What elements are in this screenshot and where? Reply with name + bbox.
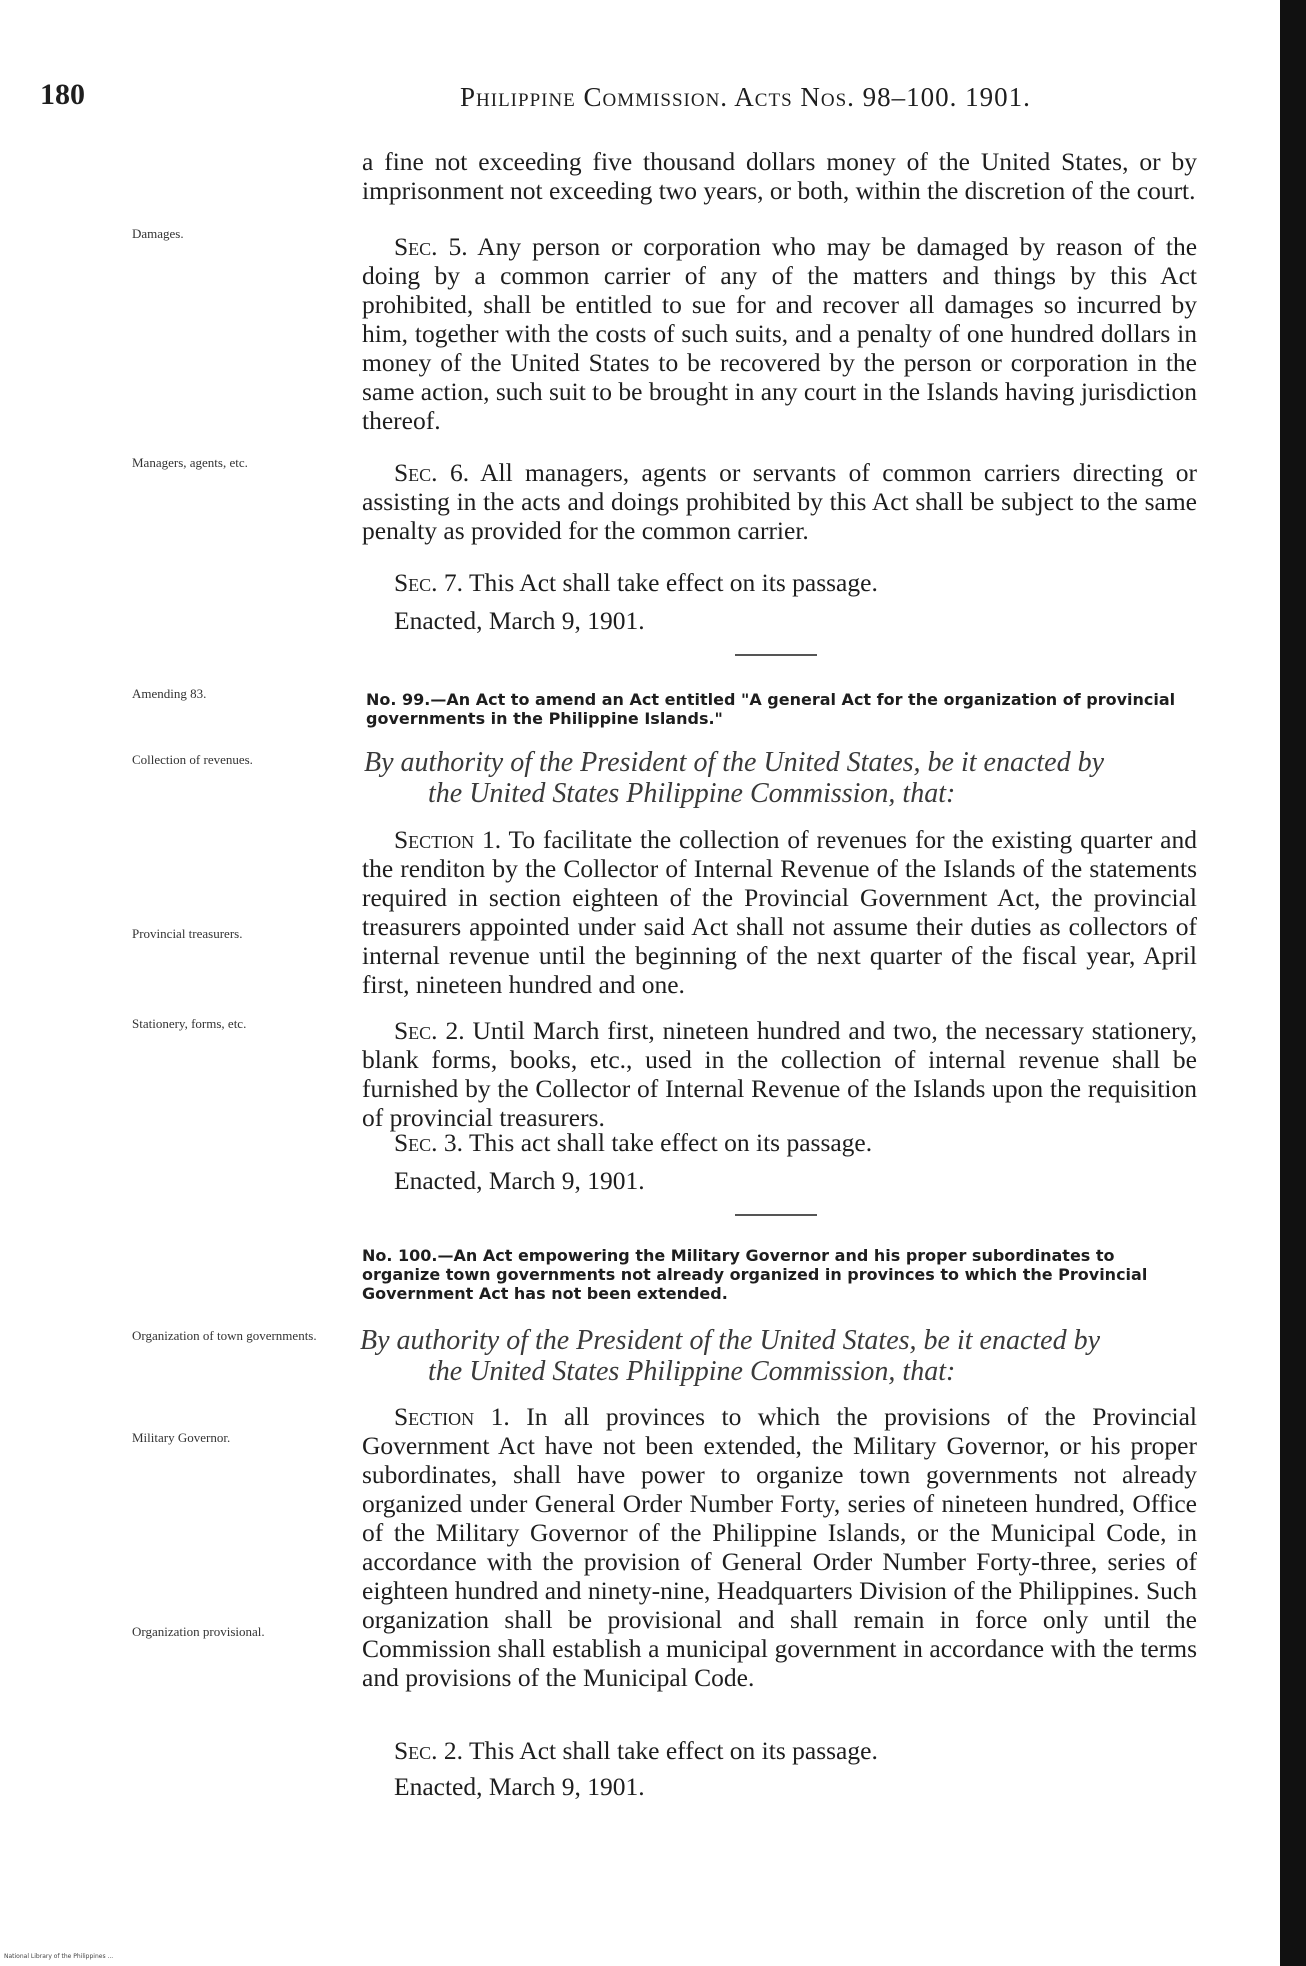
act100-sec1	[362, 1402, 1197, 1692]
act99-sec2-text: Until March first, nineteen hundred and two, the necessary stationery, blank forms, books, etc., used in the collection of internal revenue shall be furnished by the Collector of Internal Revenue of the Islands upon the requisition of provincial treasurers.	[362, 1016, 1197, 1132]
margin-note-managers: Managers, agents, etc.	[132, 455, 248, 470]
act99-sec1	[362, 825, 1197, 999]
act100-sec2	[362, 1736, 1197, 1765]
scan-footer-note: National Library of the Philippines ...	[4, 1953, 114, 1960]
act98-sec5	[362, 232, 1197, 435]
act98-fine-paragraph: a fine not exceeding five thousand dollars money of the United States, or by imprisonment not exceeding two years, or both, within the discretion of the court.	[362, 147, 1197, 205]
act99-enacting-line2: the United States Philippine Commission, that:	[428, 778, 956, 809]
act98-sec6-label: Sec. 6.	[394, 458, 470, 487]
margin-note-damages: Damages.	[132, 226, 184, 241]
scan-edge-strip	[1280, 0, 1306, 1966]
act99-sec3-text: This act shall take effect on its passage.	[468, 1128, 873, 1157]
margin-note-amending: Amending 83.	[132, 686, 207, 701]
act98-sec7-label: Sec. 7.	[394, 568, 464, 597]
act100-sec2-text: This Act shall take effect on its passage.	[468, 1736, 878, 1765]
act98-sec5-label: Sec. 5.	[394, 232, 468, 261]
act100-sec1-text: In all provinces to which the provisions of the Provincial Government Act have not been extended, the Military Governor, or his proper subordinates, shall have power to organize town governments not already organized under General Order Number Forty, series of nineteen hundred, Office of the Military Governor of the Philippine Islands, or the Municipal Code, in accordance with the provision of General Order Number Forty-three, series of eighteen hundred and ninety-nine, Headquarters Division of the Philippines. Such organization shall be provisional and shall remain in force only until the Commission shall establish a municipal government in accordance with the terms and provisions of the Municipal Code.	[362, 1402, 1198, 1692]
act98-enacted: Enacted, March 9, 1901.	[394, 606, 645, 635]
margin-note-collection: Collection of revenues.	[132, 752, 253, 767]
act99-sec3	[362, 1128, 1197, 1157]
running-head: Philippine Commission. Acts Nos. 98–100. 1901.	[460, 82, 1031, 112]
act98-sec7	[362, 568, 1197, 597]
act100-heading: No. 100.—An Act empowering the Military Governor and his proper subordinates to organize town governments not already organized in provinces to which the Provincial Government Act has not been extended.	[362, 1246, 1148, 1303]
page-number: 180	[40, 78, 85, 111]
margin-note-military-governor: Military Governor.	[132, 1430, 231, 1445]
act99-sec3-label: Sec. 3.	[394, 1128, 464, 1157]
act98-sec6	[362, 458, 1197, 545]
act100-sec1-label: Section 1.	[394, 1402, 510, 1431]
act99-sec1-label: Section 1.	[394, 825, 502, 854]
act99-sec2-label: Sec. 2.	[394, 1016, 465, 1045]
act98-sec7-text: This Act shall take effect on its passage.	[468, 568, 878, 597]
act98-sec6-text: All managers, agents or servants of common carriers directing or assisting in the acts and doings prohibited by this Act shall be subject to the same penalty as provided for the common carrier.	[362, 458, 1198, 545]
act100-enacted: Enacted, March 9, 1901.	[394, 1772, 645, 1801]
margin-note-organization-town: Organization of town governments.	[132, 1328, 317, 1343]
act99-enacting-line1: By authority of the President of the United States, be it enacted by	[364, 747, 1105, 778]
section-rule	[735, 1214, 817, 1216]
margin-note-treasurers: Provincial treasurers.	[132, 926, 243, 941]
act99-sec1-text: To facilitate the collection of revenues for the existing quarter and the renditon by the Collector of Internal Revenue of the Islands of the statements required in section eighteen of the Provincial Government Act, the provincial treasurers appointed under said Act shall not assume their duties as collectors of internal revenue until the beginning of the next quarter of the fiscal year, April first, nineteen hundred and one.	[362, 825, 1197, 999]
section-rule	[735, 654, 817, 656]
act100-sec2-label: Sec. 2.	[394, 1736, 464, 1765]
margin-note-organization-provisional: Organization provisional.	[132, 1624, 265, 1639]
act98-sec5-text: Any person or corporation who may be damaged by reason of the doing by a common carrier of any of the matters and things by this Act prohibited, shall be entitled to sue for and recover all damages so incurred by him, together with the costs of such suits, and a penalty of one hundred dollars in money of the United States to be recovered by the person or corporation in the same action, such suit to be brought in any court in the Islands having jurisdiction thereof.	[362, 232, 1198, 435]
act100-enacting-line2: the United States Philippine Commission, that:	[428, 1356, 956, 1387]
act100-enacting-line1: By authority of the President of the United States, be it enacted by	[360, 1325, 1101, 1356]
act99-sec2	[362, 1016, 1197, 1132]
margin-note-stationery: Stationery, forms, etc.	[132, 1016, 247, 1031]
act99-heading: No. 99.—An Act to amend an Act entitled "A general Act for the organization of provincial governments in the Philippine Islands."	[366, 690, 1176, 728]
act99-enacted: Enacted, March 9, 1901.	[394, 1166, 645, 1195]
